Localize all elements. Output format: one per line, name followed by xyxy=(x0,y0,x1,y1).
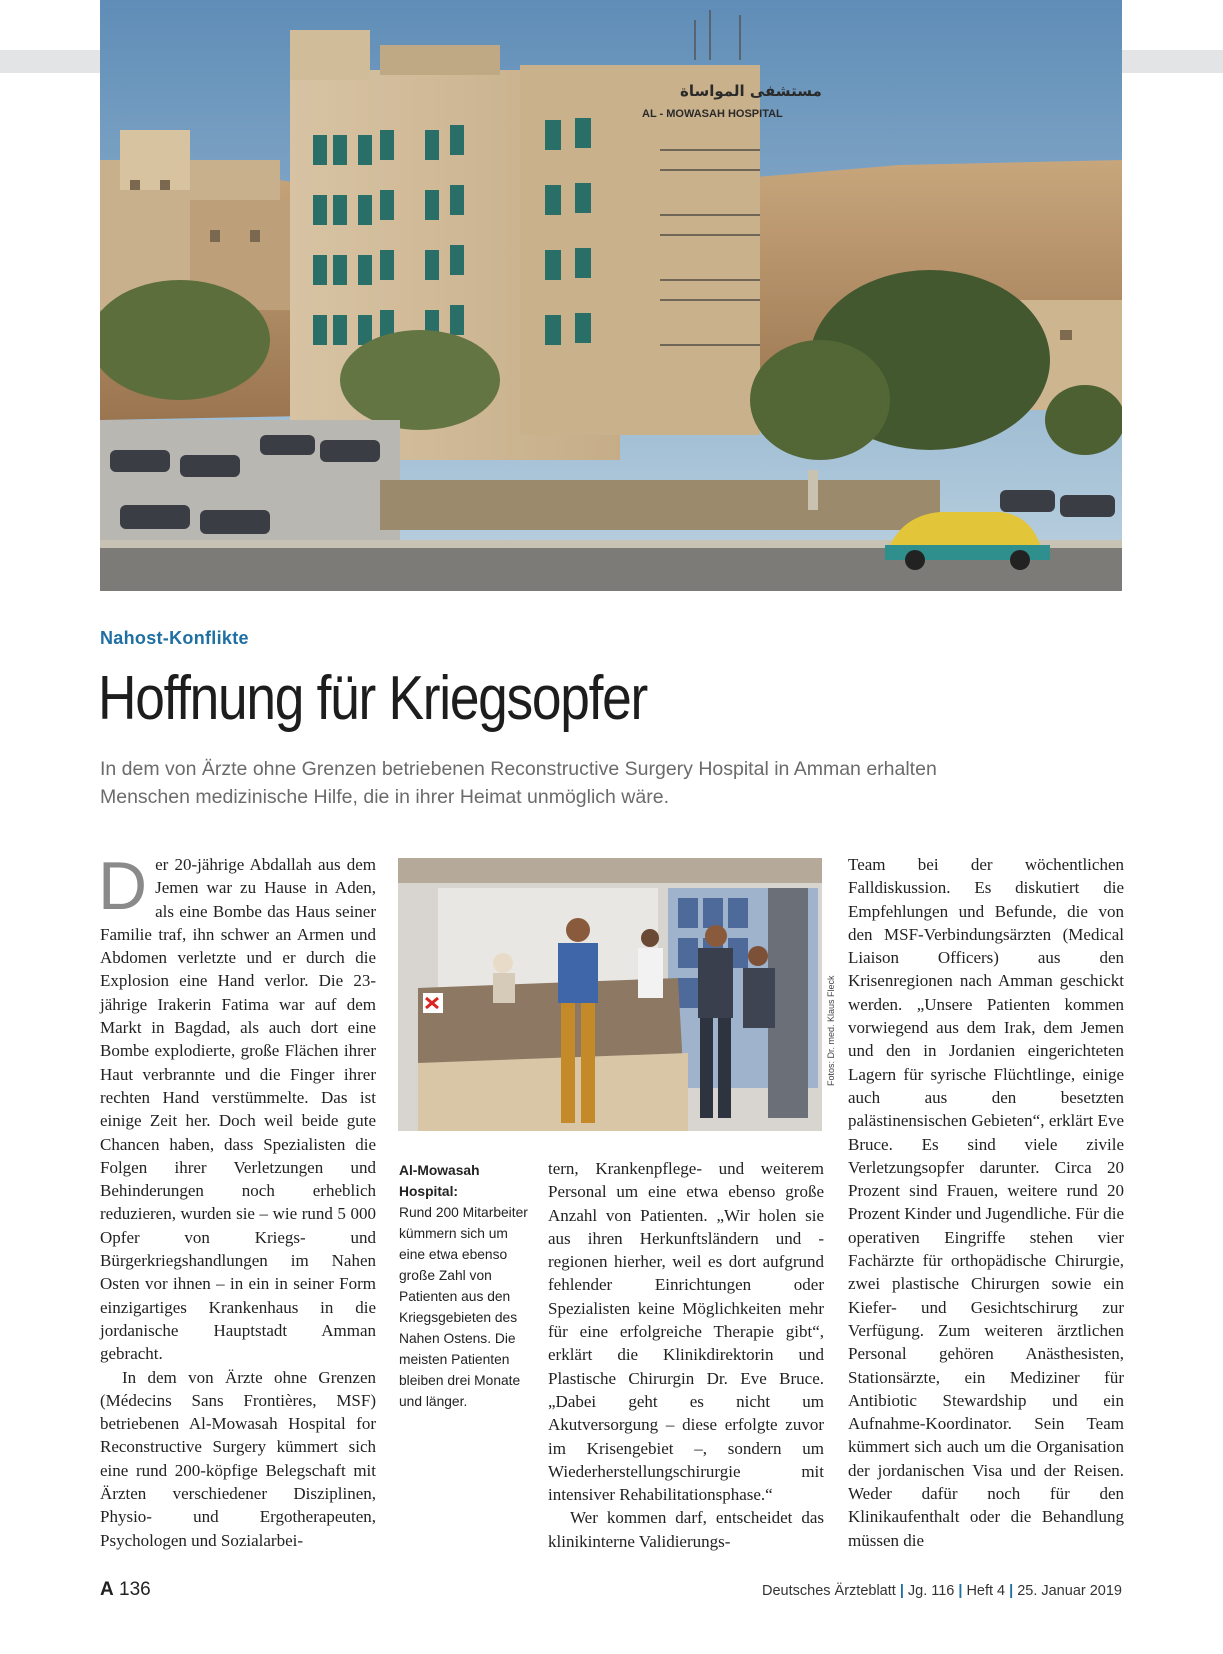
journal-date: 25. Januar 2019 xyxy=(1017,1583,1122,1599)
page-number-value: 136 xyxy=(119,1579,151,1600)
separator: | xyxy=(1009,1583,1014,1599)
text-column-3 xyxy=(548,1157,824,1553)
paragraph: Team bei der wöchentlichen Falldiskussion. Es diskutiert die Empfehlungen und Befunde, die von den MSF-Verbindungsärzten (Medical Liaison Officers) aus den Krisenregionen nach Amman geschickt werden. „Unsere Patienten kommen vorwiegend aus dem Irak, dem Jemen und den in Jordanien eingerichteten Lagern für syrische Flüchtlinge, einige auch aus den besetzten palästinensischen Gebieten“, erklärt Eve Bruce. Es sind viele zivile Verletzungsopfer darunter. Circa 20 Prozent sind Frauen, weitere rund 20 Prozent Kinder und Jugendliche. Für die operativen Eingriffe stehen vier Fachärzte für orthopädische Chirurgie, zwei plastische Chirurgen sowie ein Kiefer- und Gesichtschirurg zur Verfügung. Zum weiteren ärztlichen Personal gehören Anästhesisten, Stationsärzte, ein Mediziner für Antibiotic Stewardship und ein Aufnahme-Koordinator. Sein Team kümmert sich auch um die Organisation der jordanischen Visa und der Reisen. Weder dafür noch für den Klinikaufenthalt oder die Behandlung müssen die xyxy=(848,855,1124,1550)
journal-info xyxy=(762,1583,1122,1599)
photo-credit-text: Fotos: Dr. med. Klaus Fleck xyxy=(826,975,836,1086)
hospital-sign-latin: AL - MOWASAH HOSPITAL xyxy=(642,108,783,120)
caption-text: Rund 200 Mitarbeiter kümmern sich um eine etwa ebenso große Zahl von Patienten aus den Kriegsgebieten des Nahen Ostens. Die meisten Patienten bleiben drei Monate und länger. xyxy=(399,1205,528,1409)
header-band-right xyxy=(1122,50,1223,73)
paragraph: tern, Krankenpflege- und weiterem Personal um eine etwa ebenso große Anzahl von Patienten. „Wir holen sie aus ihren Herkunftsländern und -regionen hierher, weil es dort aufgrund fehlender Einrichtungen oder Spezialisten keine Möglichkeiten mehr für eine erfolgreiche Therapie gibt“, erklärt die Klinikdirektorin und Plastische Chirurgin Dr. Eve Bruce. „Dabei geht es nicht um Akutversorgung – diese erfolgte zuvor im Krisengebiet –, sondern um Wiederherstellungschirurgie mit intensiver Rehabilitationsphase.“ xyxy=(548,1159,824,1505)
paragraph: In dem von Ärzte ohne Grenzen (Médecins Sans Frontières, MSF) betriebenen Al-Mowasah Hospital for Reconstructive Surgery kümmert sich eine rund 200-köpfige Belegschaft mit Ärzten verschiedener Disziplinen, Physio- und Ergotherapeuten, Psychologen und Sozialarbei- xyxy=(100,1367,376,1550)
paragraph-text: er 20-jährige Abdallah aus dem Jemen war zu Hause in Aden, als eine Bombe das Haus seiner Familie traf, ihn schwer an Armen und Abdomen verletzte und er durch die Explosion eine Hand verlor. Die 23-jährige Irakerin Fatima war auf dem Markt in Bagdad, als auch dort eine Bombe explodierte, große Flächen ihrer Haut verbrannte und die Finger ihrer rechten Hand verstümmelte. Das ist einige Zeit her. Doch weil beide gute Chancen haben, dass Spezialisten die Folgen ihrer Verletzungen und Behinderungen noch erheblich reduzieren, wurden sie – wie rund 5 000 Opfer von Kriegs- und Bürgerkriegshandlungen im Nahen Osten vor ihnen – in ein in seiner Form einzigartiges Krankenhaus in die jordanische Hauptstadt Amman gebracht. xyxy=(100,855,376,1364)
journal-issue: Heft 4 xyxy=(966,1583,1006,1599)
article-standfirst: In dem von Ärzte ohne Grenzen betriebenen Reconstructive Surgery Hospital in Amman erhalten Menschen medizinische Hilfe, die in ihrer Heimat unmöglich wäre. xyxy=(100,758,937,808)
article-kicker: Nahost-Konflikte xyxy=(100,628,249,648)
text-column-1 xyxy=(98,848,376,1552)
hospital-sign-arabic: مستشفى المواساة xyxy=(680,82,822,100)
separator: | xyxy=(899,1583,904,1599)
journal-volume: Jg. 116 xyxy=(907,1583,955,1599)
caption-title: Al-Mowasah Hospital: xyxy=(399,1163,480,1199)
page-number xyxy=(100,1579,151,1601)
separator: | xyxy=(958,1583,963,1599)
article-title: Hoffnung für Kriegsopfer xyxy=(98,664,648,733)
paragraph: Wer kommen darf, entscheidet das klinikinterne Validierungs- xyxy=(548,1508,824,1551)
text-column-4 xyxy=(848,853,1124,1552)
photo-caption xyxy=(399,1160,529,1412)
reception-photo xyxy=(398,858,822,1131)
hospital-photo xyxy=(100,0,1122,591)
dropcap: D xyxy=(98,848,148,924)
header-band-left xyxy=(0,50,100,73)
paragraph xyxy=(98,848,376,1366)
journal-name: Deutsches Ärzteblatt xyxy=(762,1583,896,1599)
page-prefix: A xyxy=(100,1579,114,1600)
